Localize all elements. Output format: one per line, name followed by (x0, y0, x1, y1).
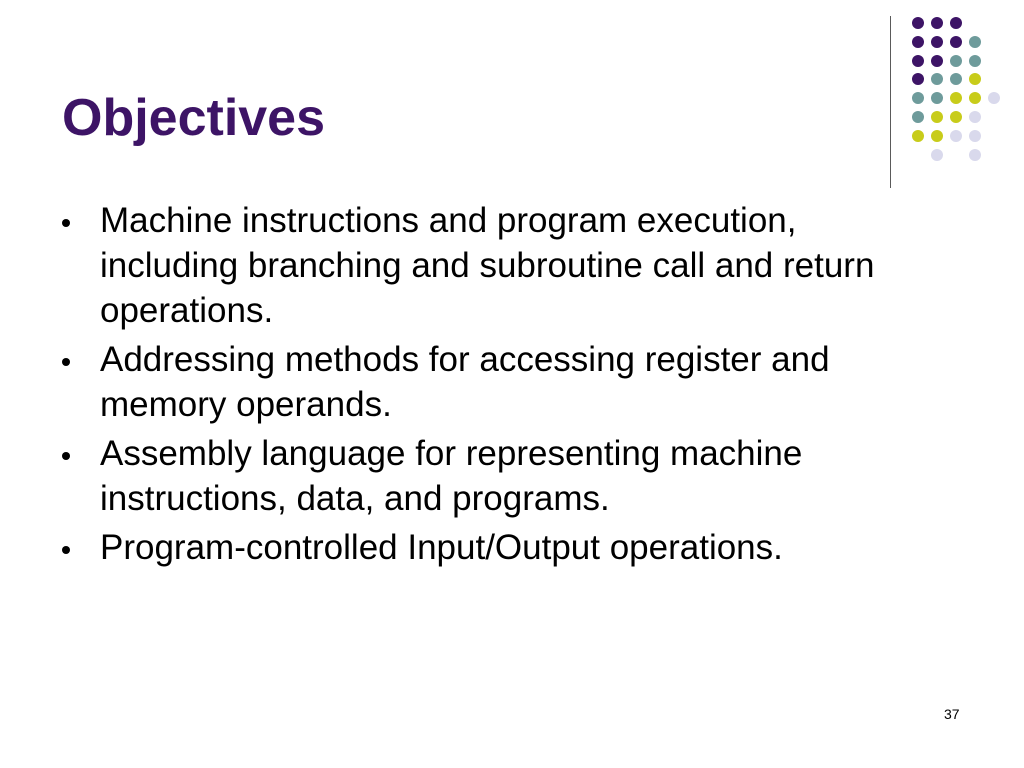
decorative-dot (912, 55, 924, 67)
bullet-dot-icon (62, 358, 70, 366)
decorative-dot (912, 111, 924, 123)
decorative-dot (950, 111, 962, 123)
decorative-dot (988, 92, 1000, 104)
decorative-dot (969, 130, 981, 142)
decorative-dot (931, 73, 943, 85)
bullet-dot-icon (62, 452, 70, 460)
bullet-item (62, 337, 942, 427)
decorative-dot (969, 55, 981, 67)
bullet-item (62, 431, 942, 521)
decorative-dot (931, 149, 943, 161)
decorative-dot (969, 149, 981, 161)
decorative-dot (950, 130, 962, 142)
bullet-dot-icon (62, 219, 70, 227)
bullet-text: Machine instructions and program execution, including branching and subroutine call and return operations. (100, 201, 875, 330)
decorative-dot (931, 36, 943, 48)
decorative-dot (912, 92, 924, 104)
bullet-text: Program-controlled Input/Output operations. (100, 528, 783, 567)
slide-title: Objectives (62, 89, 326, 147)
decorative-dot (969, 73, 981, 85)
decorative-dot (950, 55, 962, 67)
decorative-dot (950, 92, 962, 104)
decorative-dot (931, 55, 943, 67)
decorative-dot (950, 36, 962, 48)
decorative-dot (950, 17, 962, 29)
decorative-dot (931, 111, 943, 123)
page-number: 37 (944, 706, 960, 722)
bullet-list (62, 198, 942, 574)
decorative-dot (950, 73, 962, 85)
decorative-dot (912, 36, 924, 48)
bullet-text: Addressing methods for accessing register and memory operands. (100, 340, 830, 424)
decorative-dot (969, 92, 981, 104)
bullet-dot-icon (62, 546, 70, 554)
decorative-dot (912, 17, 924, 29)
bullet-item (62, 525, 942, 570)
bullet-text: Assembly language for representing machine instructions, data, and programs. (100, 434, 803, 518)
decorative-dot (931, 17, 943, 29)
bullet-item (62, 198, 942, 333)
vertical-divider (890, 16, 891, 188)
decorative-dot (931, 92, 943, 104)
decorative-dot (931, 130, 943, 142)
decorative-dot (969, 36, 981, 48)
decorative-dot (912, 73, 924, 85)
decorative-dot (969, 111, 981, 123)
decorative-dot (912, 130, 924, 142)
